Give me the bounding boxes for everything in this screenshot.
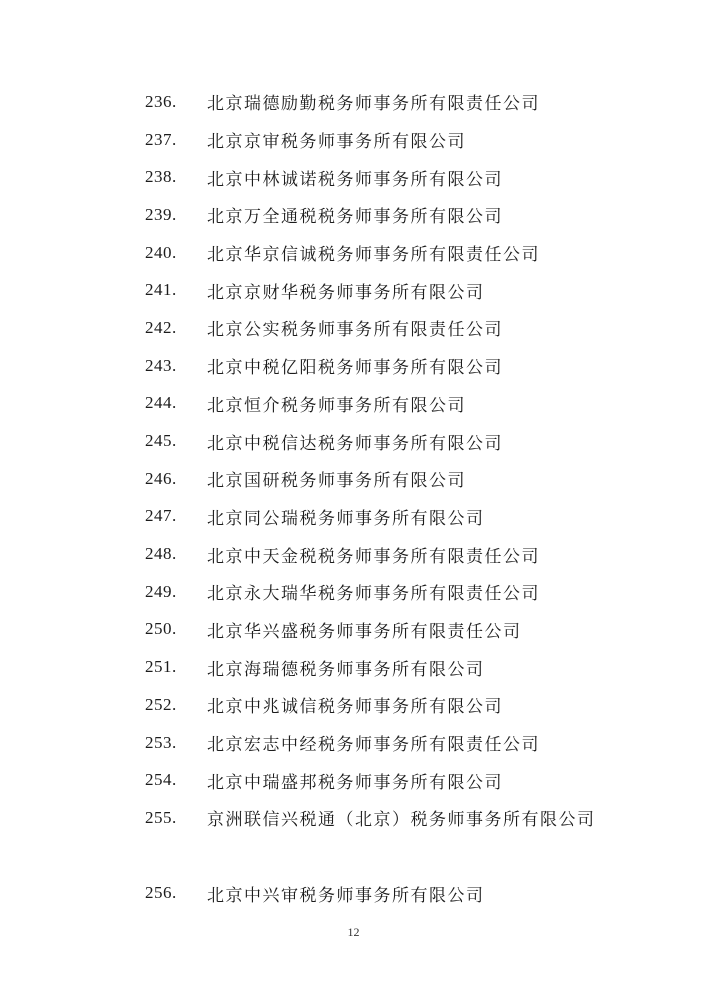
item-number: 255. xyxy=(145,807,177,827)
list-item xyxy=(0,535,707,573)
company-name: 北京中兆诚信税务师事务所有限公司 xyxy=(207,697,503,717)
list-item xyxy=(0,648,707,686)
company-name: 北京瑞德励勤税务师事务所有限责任公司 xyxy=(207,94,540,114)
list-item xyxy=(0,271,707,309)
list-item xyxy=(0,498,707,536)
item-number: 250. xyxy=(145,619,177,639)
item-number: 242. xyxy=(145,317,177,337)
item-number: 249. xyxy=(145,581,177,601)
company-name: 北京永大瑞华税务师事务所有限责任公司 xyxy=(207,584,540,604)
item-number: 236. xyxy=(145,91,177,111)
company-name: 北京京财华税务师事务所有限公司 xyxy=(207,282,485,302)
list-item xyxy=(0,309,707,347)
company-name: 北京京审税务师事务所有限公司 xyxy=(207,132,466,152)
company-name: 北京恒介税务师事务所有限公司 xyxy=(207,395,466,415)
list-item xyxy=(0,874,707,912)
item-number: 243. xyxy=(145,355,177,375)
list-item xyxy=(0,724,707,762)
item-number: 252. xyxy=(145,694,177,714)
item-number: 241. xyxy=(145,280,177,300)
company-name: 北京中天金税税务师事务所有限责任公司 xyxy=(207,546,540,566)
list-item xyxy=(0,460,707,498)
item-number: 239. xyxy=(145,204,177,224)
company-name: 北京宏志中经税务师事务所有限责任公司 xyxy=(207,735,540,755)
list-item xyxy=(0,573,707,611)
item-number: 253. xyxy=(145,732,177,752)
list-item xyxy=(0,196,707,234)
list-item xyxy=(0,385,707,423)
list-item xyxy=(0,761,707,799)
item-number: 244. xyxy=(145,393,177,413)
list-item xyxy=(0,799,707,837)
item-number: 237. xyxy=(145,129,177,149)
list-item xyxy=(0,686,707,724)
item-number: 245. xyxy=(145,431,177,451)
company-name: 北京华兴盛税务师事务所有限责任公司 xyxy=(207,621,522,641)
list-item xyxy=(0,121,707,159)
list-item xyxy=(0,611,707,649)
item-number: 238. xyxy=(145,167,177,187)
item-number: 246. xyxy=(145,468,177,488)
company-name: 北京中税亿阳税务师事务所有限公司 xyxy=(207,358,503,378)
list-item xyxy=(0,347,707,385)
company-name: 北京中瑞盛邦税务师事务所有限公司 xyxy=(207,772,503,792)
company-name: 北京同公瑞税务师事务所有限公司 xyxy=(207,508,485,528)
company-name: 北京万全通税税务师事务所有限公司 xyxy=(207,207,503,227)
firm-list xyxy=(0,83,707,912)
item-number: 254. xyxy=(145,770,177,790)
list-item xyxy=(0,158,707,196)
list-item xyxy=(0,83,707,121)
item-number: 240. xyxy=(145,242,177,262)
item-number: 248. xyxy=(145,544,177,564)
company-name: 北京中林诚诺税务师事务所有限公司 xyxy=(207,169,503,189)
company-name: 北京国研税务师事务所有限公司 xyxy=(207,471,466,491)
company-name: 北京海瑞德税务师事务所有限公司 xyxy=(207,659,485,679)
company-name: 京洲联信兴税通（北京）税务师事务所有限公司 xyxy=(207,810,596,830)
company-name: 北京中税信达税务师事务所有限公司 xyxy=(207,433,503,453)
page-number: 12 xyxy=(347,925,360,939)
item-number: 247. xyxy=(145,506,177,526)
company-name: 北京中兴审税务师事务所有限公司 xyxy=(207,885,485,905)
company-name: 北京公实税务师事务所有限责任公司 xyxy=(207,320,503,340)
list-item xyxy=(0,422,707,460)
list-item xyxy=(0,234,707,272)
company-name: 北京华京信诚税务师事务所有限责任公司 xyxy=(207,245,540,265)
item-number: 256. xyxy=(145,883,177,903)
item-number: 251. xyxy=(145,657,177,677)
